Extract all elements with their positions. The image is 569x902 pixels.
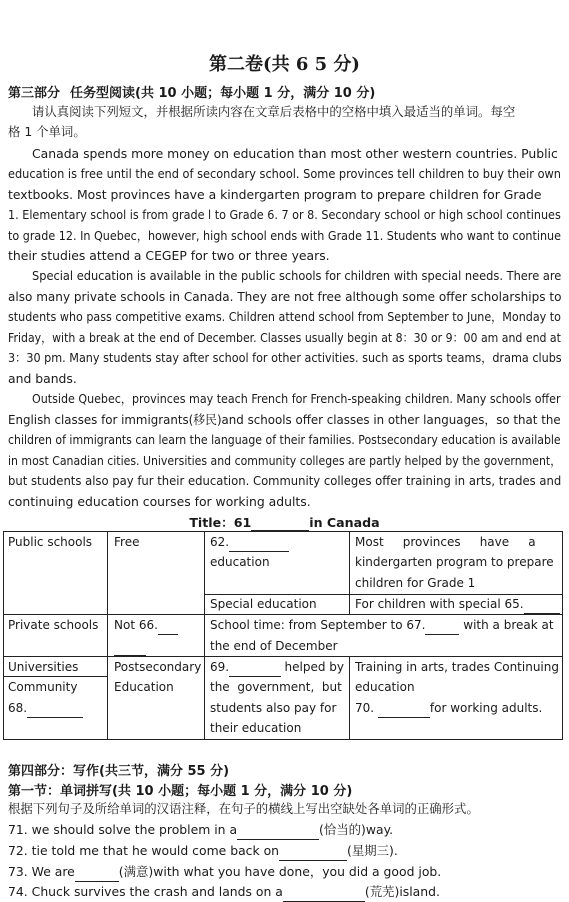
p2-line-5: 3：30 pm. Many students stay after school for other activities. such as sports teams，drama clubs	[8, 350, 562, 365]
p3-line-6: continuing education courses for working adults.	[8, 494, 311, 509]
blank-66a[interactable]	[158, 620, 178, 635]
part3-instruction-1: 请认真阅读下列短文，并根据所读内容在文章后表格中的空格中填入最适当的单词。每空	[32, 104, 516, 119]
cell-65	[355, 594, 560, 614]
label-70: 70.	[355, 701, 375, 715]
item-74-post: island.	[399, 884, 440, 899]
blank-73[interactable]	[75, 867, 119, 882]
p1-line-6: their studies attend a CEGEP for two or three years.	[8, 248, 330, 263]
cell-free: Free	[114, 535, 140, 549]
item-72	[8, 841, 398, 861]
cell-kindergarten-3: children for Grade 1	[355, 576, 476, 590]
part3-instruction-2: 格 1 个单词。	[8, 124, 86, 139]
cell-postsecondary: Postsecondary	[114, 660, 202, 674]
cell-69	[210, 657, 344, 677]
cell-62-education: education	[210, 555, 270, 569]
item-72-text: tie told me that he would come back on	[31, 843, 280, 858]
item-71-post: way.	[365, 822, 394, 837]
p2-line-6: and bands.	[8, 371, 77, 386]
blank-67[interactable]	[425, 620, 459, 635]
cell-private-schools: Private schools	[8, 618, 99, 632]
label-69-b: helped by	[284, 660, 344, 674]
blank-72[interactable]	[279, 846, 347, 861]
item-71-hint: (恰当的)	[319, 822, 366, 837]
cell-69-line4: their education	[210, 721, 302, 735]
cell-public-schools: Public schools	[8, 535, 93, 549]
cell-universities: Universities	[8, 660, 79, 674]
blank-65[interactable]	[524, 599, 560, 614]
cell-68	[8, 698, 83, 718]
p1-line-3: textbooks. Most provinces have a kindergarten program to prepare children for Grade	[8, 187, 542, 202]
label-68: 68.	[8, 701, 28, 715]
cell-kindergarten-1: Most provinces have a	[355, 535, 536, 549]
blank-66b[interactable]	[114, 641, 146, 656]
item-73-hint: (满意)	[118, 864, 154, 879]
item-73-post: with what you have done，you did a good job.	[153, 864, 442, 879]
p2-line-4: Friday，with a break at the end of December. Classes usually begin at 8：30 or 9：00 am and end at	[8, 330, 561, 345]
blank-70[interactable]	[378, 703, 430, 718]
item-74-text: Chuck survives the crash and lands on a	[31, 884, 283, 899]
cell-kindergarten-2: kindergarten program to prepare	[355, 555, 554, 569]
label-69: 69.	[210, 660, 230, 674]
part4-instruction: 根据下列句子及所给单词的汉语注释，在句子的横线上写出空缺处各单词的正确形式。	[8, 801, 479, 816]
table-title-prefix: Title：61	[189, 515, 252, 530]
page-title: 第二卷(共 6 5 分)	[209, 54, 360, 75]
p2-line-3: students who pass competitive exams. Children attend school from September to June，Monday to	[8, 309, 561, 324]
label-62: 62.	[210, 535, 230, 549]
blank-71[interactable]	[237, 825, 319, 840]
label-67-b: with a break at	[463, 618, 554, 632]
cell-66-cont	[114, 636, 146, 656]
cell-62	[210, 532, 289, 552]
label-67: School time: from September to 67.	[210, 618, 426, 632]
item-71	[8, 820, 393, 840]
item-73-num: 73.	[8, 864, 28, 879]
label-66: Not 66.	[114, 618, 158, 632]
item-71-num: 71.	[8, 822, 28, 837]
item-73-text: We are	[31, 864, 75, 879]
label-65: For children with special 65.	[355, 597, 524, 611]
cell-70	[355, 698, 542, 718]
cell-education: Education	[114, 680, 174, 694]
blank-62[interactable]	[229, 537, 289, 552]
p3-line-3: children of immigrants can learn the language of their families. Postsecondary education is available	[8, 432, 561, 447]
cell-66	[114, 615, 178, 635]
cell-67	[210, 615, 554, 635]
p2-line-2: also many private schools in Canada. They are not free although some offer scholarships to	[8, 289, 562, 304]
cell-training-education: education	[355, 680, 415, 694]
p3-line-1: Outside Quebec，provinces may teach French for French-speaking children. Many schools offer	[32, 391, 561, 406]
cell-community: Community	[8, 680, 78, 694]
cell-69-line3: students also pay for	[210, 701, 337, 715]
part4-heading: 第四部分：写作(共三节，满分 55 分)	[8, 764, 230, 779]
item-74-num: 74.	[8, 884, 28, 899]
p2-line-1: Special education is available in the public schools for children with special needs. There are	[32, 268, 562, 283]
p1-line-5: to grade 12. In Quebec，however, high school ends with Grade 11. Students who want to continue	[8, 228, 561, 243]
cell-69-line2: the government, but	[210, 680, 342, 694]
cell-training: Training in arts, trades Continuing	[355, 660, 559, 674]
part4-section1: 第一节：单词拼写(共 10 小题；每小题 1 分，满分 10 分)	[8, 784, 353, 799]
item-72-num: 72.	[8, 843, 28, 858]
blank-69[interactable]	[229, 662, 281, 677]
p3-line-5: but students also pay fur their education. Community colleges offer training in arts, trades and	[8, 473, 562, 488]
item-74	[8, 882, 440, 902]
p3-line-2: English classes for immigrants(移民)and schools offer classes in other languages，so that the	[8, 412, 561, 427]
p3-line-4: in most Canadian cities. Universities and community colleges are partly helped by the government，	[8, 453, 562, 468]
p1-line-2: education is free until the end of secondary school. Some provinces tell children to buy their own	[8, 166, 562, 181]
cell-67-cont: the end of December	[210, 639, 338, 653]
part3-title: 任务型阅读(共 10 小题；每小题 1 分，满分 10 分)	[70, 86, 376, 101]
table-title-suffix: in Canada	[309, 515, 380, 530]
cell-special-education: Special education	[210, 597, 317, 611]
part3-heading: 第三部分	[8, 86, 61, 101]
item-73	[8, 862, 441, 882]
p1-line-1: Canada spends more money on education than most other western countries. Public	[32, 146, 558, 161]
item-74-hint: (荒芜)	[364, 884, 400, 899]
item-71-text: we should solve the problem in a	[31, 822, 238, 837]
blank-68[interactable]	[27, 703, 83, 718]
label-70-b: for working adults.	[429, 701, 543, 715]
p1-line-4: 1. Elementary school is from grade l to Grade 6. 7 or 8. Secondary school or high school continues	[8, 207, 561, 222]
item-72-hint: (星期三).	[347, 843, 398, 858]
